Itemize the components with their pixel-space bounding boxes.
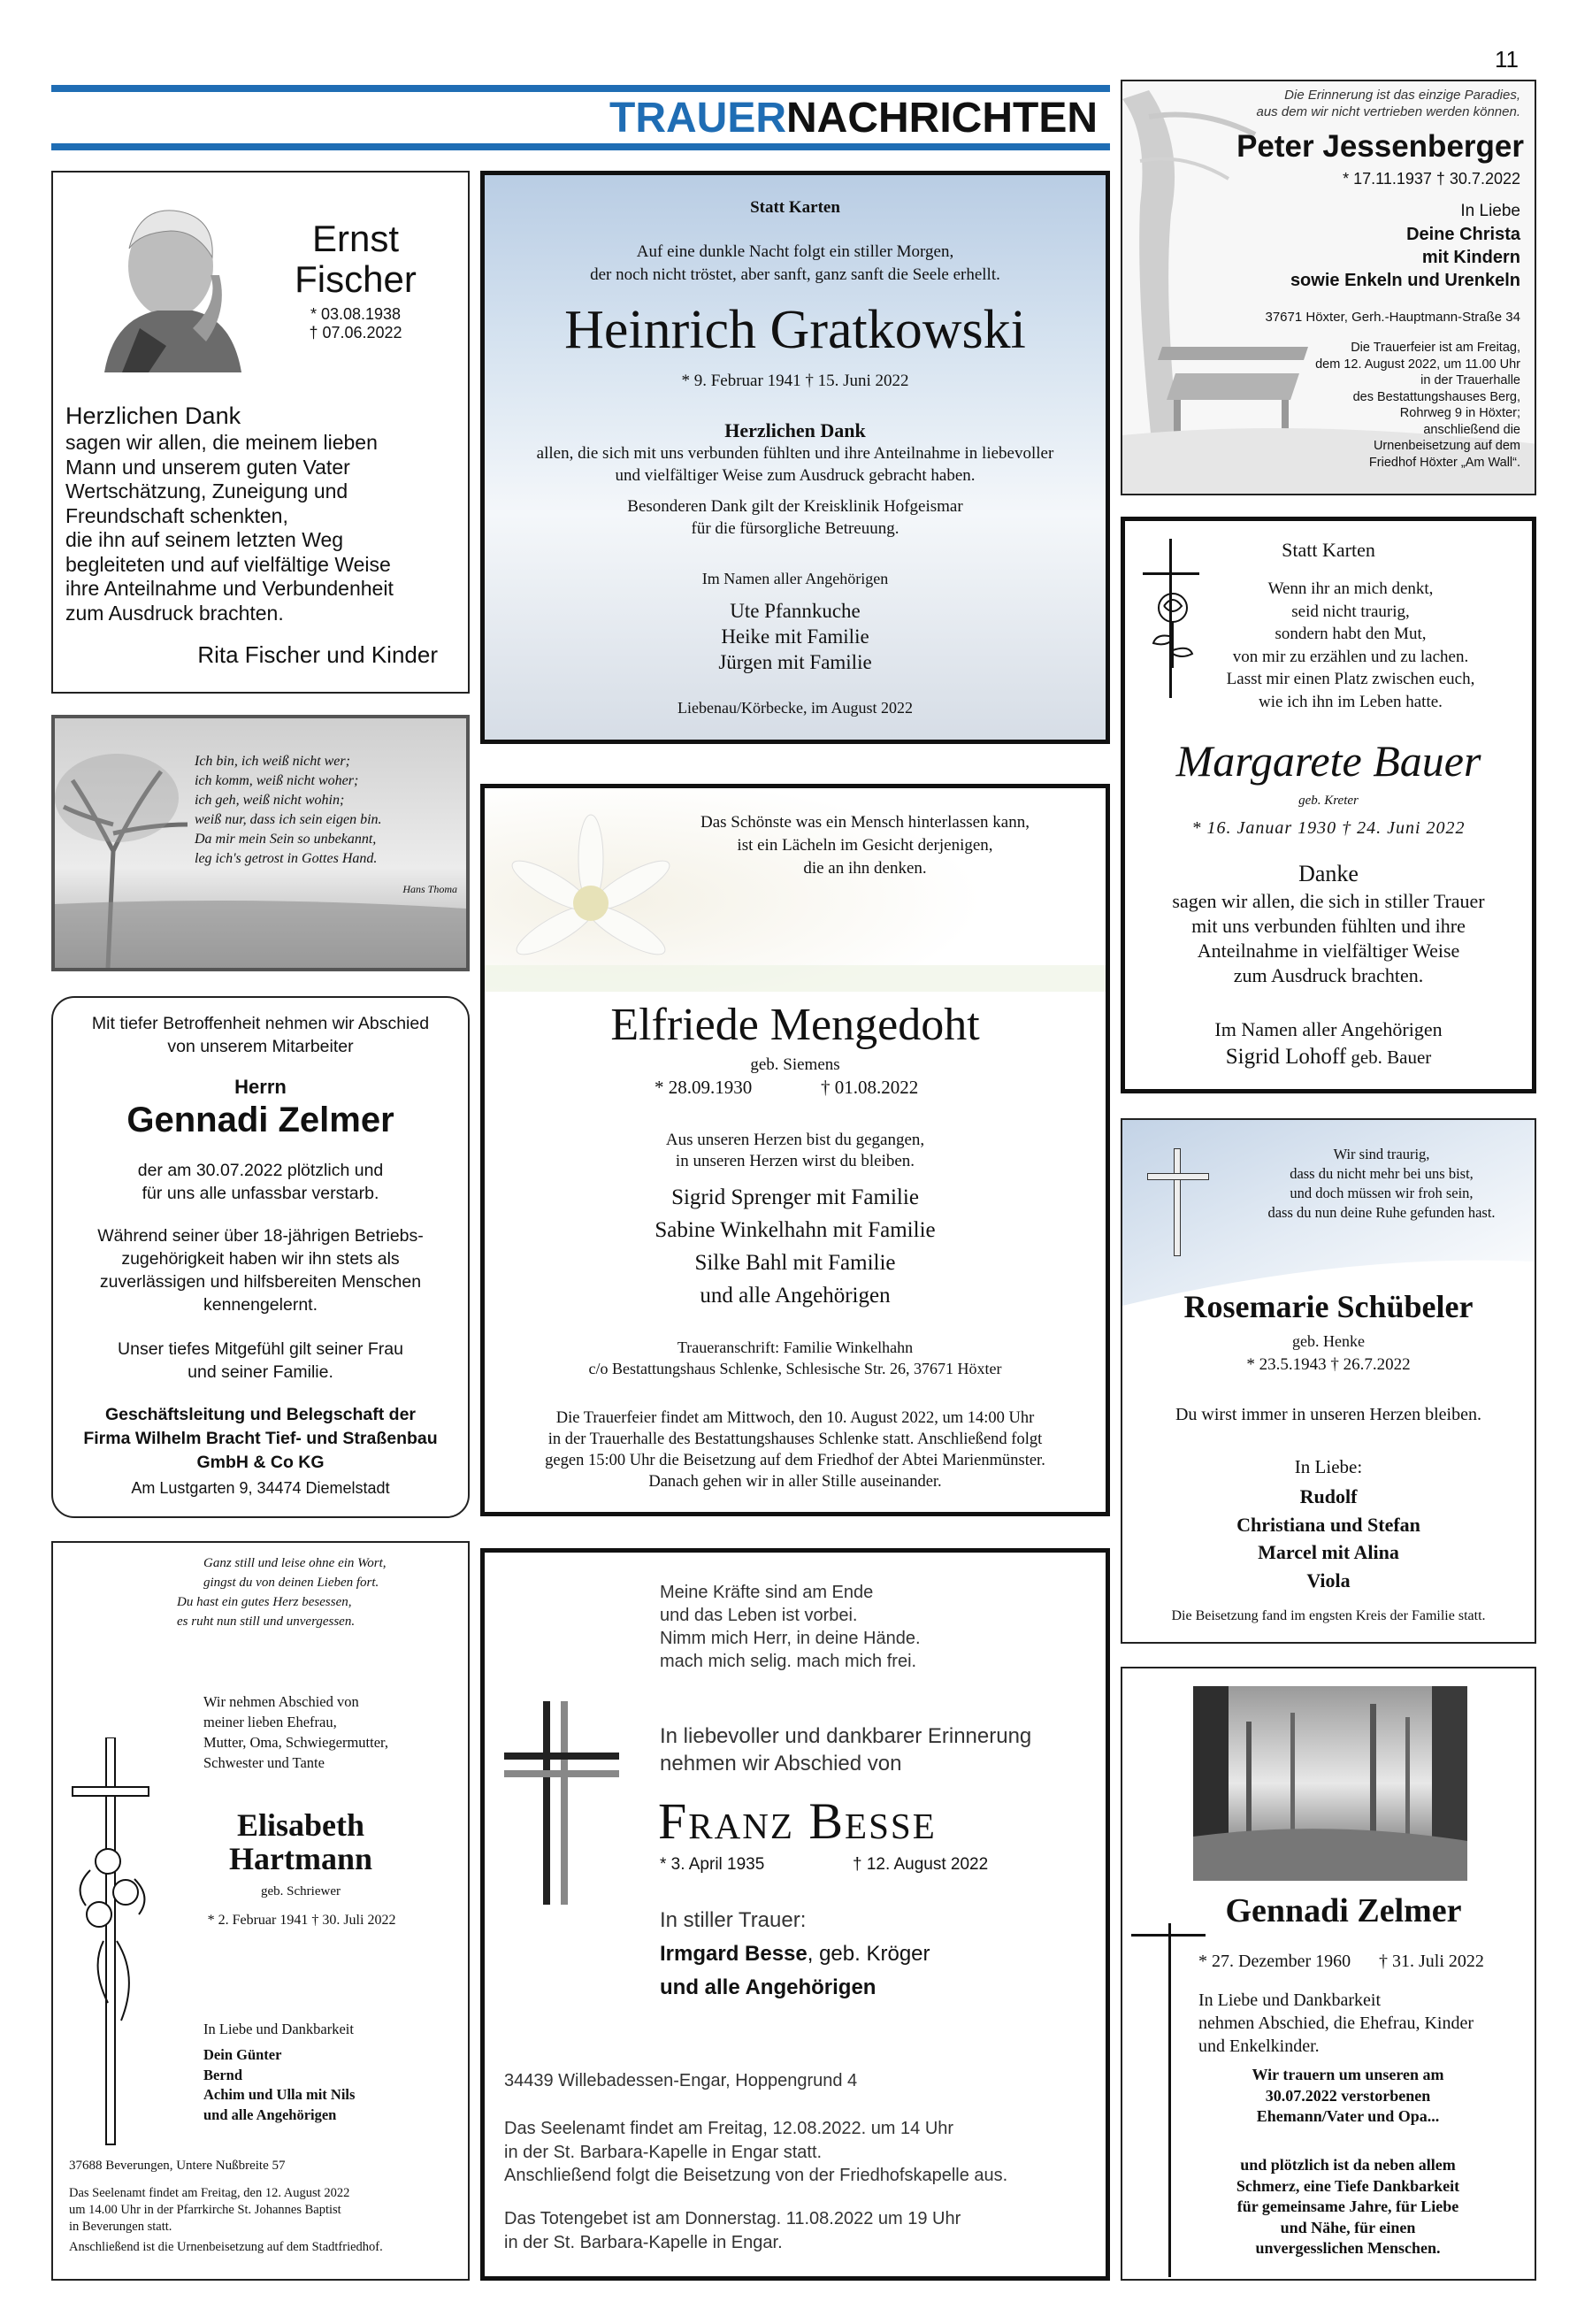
life-dates: * 23.5.1943 † 26.7.2022 [1246, 1355, 1411, 1374]
notice-zelmer-family [1121, 1667, 1536, 2281]
life-dates: * 2. Februar 1941 † 30. Juli 2022 [207, 1913, 396, 1928]
notice-thoma-poem [51, 715, 470, 971]
quote: Das Schönste was ein Mensch hinterlassen kann, ist ein Lächeln im Gesicht derjenigen, die an ihn denken. [700, 813, 1030, 878]
signer: Sigrid Lohoff geb. Bauer [1225, 1045, 1432, 1069]
verse: Aus unseren Herzen bist du gegangen, in unseren Herzen wirst du bleiben. [665, 1131, 925, 1170]
life-dates: * 03.08.1938 † 07.06.2022 [309, 305, 402, 341]
header-note: Statt Karten [1282, 539, 1375, 561]
cross-with-roses-icon [64, 1737, 161, 2153]
deceased-name: Heinrich Gratkowski [564, 300, 1026, 360]
header-rule-top [51, 85, 1110, 92]
notice-mengedoht [480, 784, 1110, 1516]
behalf-line: Im Namen aller Angehörigen [701, 570, 889, 587]
deceased-name: Rosemarie Schübeler [1183, 1289, 1474, 1324]
behalf-line: Im Namen aller Angehörigen [1214, 1018, 1443, 1040]
header-note: Statt Karten [750, 198, 840, 217]
mourning-address: Traueranschrift: Familie Winkelhahn c/o Bestattungshaus Schlenke, Schlesische Str. 26, 37671 Höxter [588, 1338, 1002, 1377]
cross-icon-bar [1131, 1934, 1206, 1937]
thanks-text: sagen wir allen, die sich in stiller Trauer mit uns verbunden fühlten und ihre Anteilnahme in vielfältiger Weise zum Ausdruck brachten. [1172, 890, 1485, 986]
text-sympathy: Unser tiefes Mitgefühl gilt seiner Frau und seiner Familie. [118, 1339, 403, 1382]
mourners: Sigrid Sprenger mit Familie Sabine Winkelhahn mit Familie Silke Bahl mit Familie und alle Angehörigen [655, 1185, 936, 1308]
deceased-name: Peter Jessenberger [1236, 129, 1524, 164]
thanks-text: allen, die sich mit uns verbunden fühlten und ihre Anteilnahme in liebevoller und vielfältiger Weise zum Ausdruck gebracht haben. [536, 444, 1054, 485]
intro: In Liebe und Dankbarkeit nehmen Abschied, die Ehefrau, Kinder und Enkelkinder. [1198, 1990, 1474, 2056]
death-date: † 12. August 2022 [853, 1855, 989, 1874]
address: 34439 Willebadessen-Engar, Hoppengrund 4 [504, 2071, 858, 2090]
deceased-name: Elfriede Mengedoht [610, 1000, 980, 1050]
cross-icon-bar [1143, 572, 1199, 575]
special-thanks: Besonderen Dank gilt der Kreisklinik Hofgeismar für die fürsorgliche Betreuung. [627, 497, 963, 538]
birth-date: * 28.09.1930 [655, 1077, 753, 1098]
address: 37688 Beverungen, Untere Nußbreite 57 [69, 2159, 286, 2173]
thanks-heading: Herzlichen Dank [65, 403, 241, 429]
mourning-line: In stiller Trauer: [660, 1908, 807, 1932]
deceased-name: Franz Besse [658, 1792, 937, 1850]
place-date: Liebenau/Körbecke, im August 2022 [677, 699, 913, 717]
section-title: TRAUERNACHRICHTEN [609, 95, 1098, 142]
misty-forest-photo [1193, 1686, 1467, 1881]
cross-icon [1174, 1148, 1181, 1256]
birth-name: geb. Schriewer [261, 1884, 341, 1898]
cross-icon-bar [1147, 1173, 1209, 1180]
love-line: In Liebe [1460, 202, 1520, 220]
deceased-name: Ernst Fischer [295, 218, 417, 300]
life-dates: * 17.11.1937 † 30.7.2022 [1343, 170, 1520, 188]
notice-zelmer-company [51, 996, 470, 1518]
life-dates: * 9. Februar 1941 † 15. Juni 2022 [681, 372, 909, 390]
company-address: Am Lustgarten 9, 34474 Diemelstadt [131, 1479, 390, 1497]
poem: Wenn ihr an mich denkt, seid nicht traurig, sondern habt den Mut, von mir zu erzählen und zu lachen. Lasst mir einen Platz zwischen euch, wie ich ihn im Leben hatte. [1226, 579, 1475, 711]
life-dates: * 16. Januar 1930 † 24. Juni 2022 [1191, 818, 1466, 838]
notice-bauer [1121, 517, 1536, 1093]
funeral-info: Das Seelenamt findet am Freitag, den 12. August 2022 um 14.00 Uhr in der Pfarrkirche St. Johannes Baptist in Beverungen statt. Anschließend ist die Urnenbeisetzung auf dem Stadtfriedhof. [69, 2186, 383, 2254]
deceased-name: Margarete Bauer [1175, 736, 1481, 786]
poem: Wir sind traurig, dass du nicht mehr bei uns bist, und doch müssen wir froh sein, dass du nun deine Ruhe gefunden hast. [1267, 1146, 1496, 1221]
company: Geschäftsleitung und Belegschaft der Firma Wilhelm Bracht Tief- und Straßenbau GmbH & Co KG [83, 1405, 438, 1472]
double-cross-icon [504, 1701, 619, 1905]
birth-date: * 3. April 1935 [660, 1855, 765, 1874]
poem: Ganz still und leise ohne ein Wort, gingst du von deinen Lieben fort. Du hast ein gutes Herz besessen, es ruht nun still und unvergessen. [177, 1556, 387, 1629]
funeral-info: Die Trauerfeier ist am Freitag, dem 12. August 2022, um 11.00 Uhr in der Trauerhalle des Bestattungshauses Berg, Rohrweg 9 in Höxter; anschließend die Urnenbeisetzung auf dem Friedhof Höxter „Am Wall“. [1315, 341, 1520, 470]
love-line: In Liebe: [1294, 1456, 1363, 1477]
notice-hartmann [51, 1541, 470, 2281]
address: 37671 Höxter, Gerh.-Hauptmann-Straße 34 [1265, 310, 1520, 325]
quote: Auf eine dunkle Nacht folgt ein stiller Morgen, der noch nicht tröstet, aber sanft, ganz sanft die Seele erhellt. [590, 242, 1000, 284]
burial-note: Die Beisetzung fand im engsten Kreis der Familie statt. [1171, 1608, 1486, 1623]
text-death: der am 30.07.2022 plötzlich und für uns alle unfassbar verstarb. [137, 1161, 384, 1203]
page-number: 11 [1495, 46, 1519, 73]
intro: In liebevoller und dankbarer Erinnerung nehmen wir Abschied von [660, 1724, 1032, 1776]
birth-name: geb. Kreter [1298, 794, 1359, 808]
mourners: Rudolf Christiana und Stefan Marcel mit Alina Viola [1236, 1485, 1420, 1592]
notice-gratkowski [480, 171, 1110, 744]
birth-date: * 27. Dezember 1960 [1198, 1952, 1351, 1971]
notice-jessenberger [1121, 80, 1536, 495]
mourners: Ute Pfannkuche Heike mit Familie Jürgen mit Familie [718, 600, 872, 673]
section-header [51, 85, 1110, 152]
intro: Mit tiefer Betroffenheit nehmen wir Abschied von unserem Mitarbeiter [91, 1014, 430, 1056]
birth-name: geb. Siemens [750, 1055, 840, 1074]
poem-author: Hans Thoma [402, 883, 457, 895]
poem: Meine Kräfte sind am Ende und das Leben ist vorbei. Nimm mich Herr, in deine Hände. mach mich selig. mach mich frei. [660, 1583, 921, 1671]
quote: Die Erinnerung ist das einzige Paradies, aus dem wir nicht vertrieben werden können. [1256, 88, 1520, 119]
header-rule-bottom [51, 143, 1110, 150]
deceased-name: Elisabeth Hartmann [229, 1807, 372, 1876]
death-date: † 01.08.2022 [821, 1077, 919, 1098]
signer: Irmgard Besse, geb. Kröger [660, 1942, 930, 1966]
gratitude-text: und plötzlich ist da neben allem Schmerz, eine Tiefe Dankbarkeit für gemeinsame Jahre, für Liebe und Nähe, für einen unvergesslichen Menschen. [1236, 2156, 1460, 2257]
portrait-photo [87, 196, 246, 372]
poem: Ich bin, ich weiß nicht wer; ich komm, weiß nicht woher; ich geh, weiß nicht wohin; weiß nur, dass ich sein eigen bin. Da mir mein Sein so unbekannt, leg ich's getrost in Gottes Hand. [195, 754, 382, 866]
intro: Wir nehmen Abschied von meiner lieben Ehefrau, Mutter, Oma, Schwiegermutter, Schwester und Tante [203, 1693, 388, 1771]
salutation: Herrn [234, 1076, 287, 1098]
thanks-text: sagen wir allen, die meinem lieben Mann und unserem guten Vater Wertschätzung, Zuneigung und Freundschaft schenkten, die ihn auf seinem letzten Weg begleiteten und auf vielfältige Weise ihre Anteilnahme und Verbundenheit zum Ausdruck brachten. [65, 431, 394, 625]
deceased-name: Gennadi Zelmer [126, 1101, 394, 1139]
family: und alle Angehörigen [660, 1975, 877, 1999]
mass-info: Das Seelenamt findet am Freitag, 12.08.2022. um 14 Uhr in der St. Barbara-Kapelle in Engar statt. Anschließend folgt die Beisetzung von der Friedhofskapelle aus. [504, 2119, 1008, 2185]
text-employment: Während seiner über 18-jährigen Betriebs- zugehörigkeit haben wir ihn stets als zuverlässigen und hilfsbereiten Menschen kennengelernt. [97, 1226, 424, 1315]
death-date: † 31. Juli 2022 [1379, 1952, 1484, 1971]
birth-name: geb. Henke [1292, 1332, 1365, 1350]
deceased-name: Gennadi Zelmer [1225, 1892, 1462, 1929]
thanks-heading: Herzlichen Dank [724, 419, 866, 441]
notice-fischer [51, 171, 470, 694]
thanks-heading: Danke [1298, 861, 1359, 886]
signature: Rita Fischer und Kinder [197, 641, 438, 668]
notice-schuebeler [1121, 1118, 1536, 1644]
verse: Du wirst immer in unseren Herzen bleiben. [1175, 1405, 1481, 1424]
cross-icon [1168, 1923, 1171, 2277]
notice-besse [480, 1548, 1110, 2281]
family: Deine Christa mit Kindern sowie Enkeln und Urenkeln [1290, 225, 1520, 290]
prayer-info: Das Totengebet ist am Donnerstag. 11.08.2022 um 19 Uhr in der St. Barbara-Kapelle in Engar. [504, 2209, 961, 2252]
mourning-text: Wir trauern um unseren am 30.07.2022 verstorbenen Ehemann/Vater und Opa... [1252, 2066, 1444, 2125]
love-line: In Liebe und Dankbarkeit [203, 2021, 354, 2037]
mourners: Dein Günter Bernd Achim und Ulla mit Nils und alle Angehörigen [203, 2046, 356, 2123]
funeral-info: Die Trauerfeier findet am Mittwoch, den 10. August 2022, um 14:00 Uhr in der Trauerhalle des Bestattungshauses Schlenke statt. Anschließend folgt gegen 15:00 Uhr die Beisetzung auf dem Friedhof der Abtei Marienmünster. Danach gehen wir in aller Stille auseinander. [545, 1409, 1045, 1491]
